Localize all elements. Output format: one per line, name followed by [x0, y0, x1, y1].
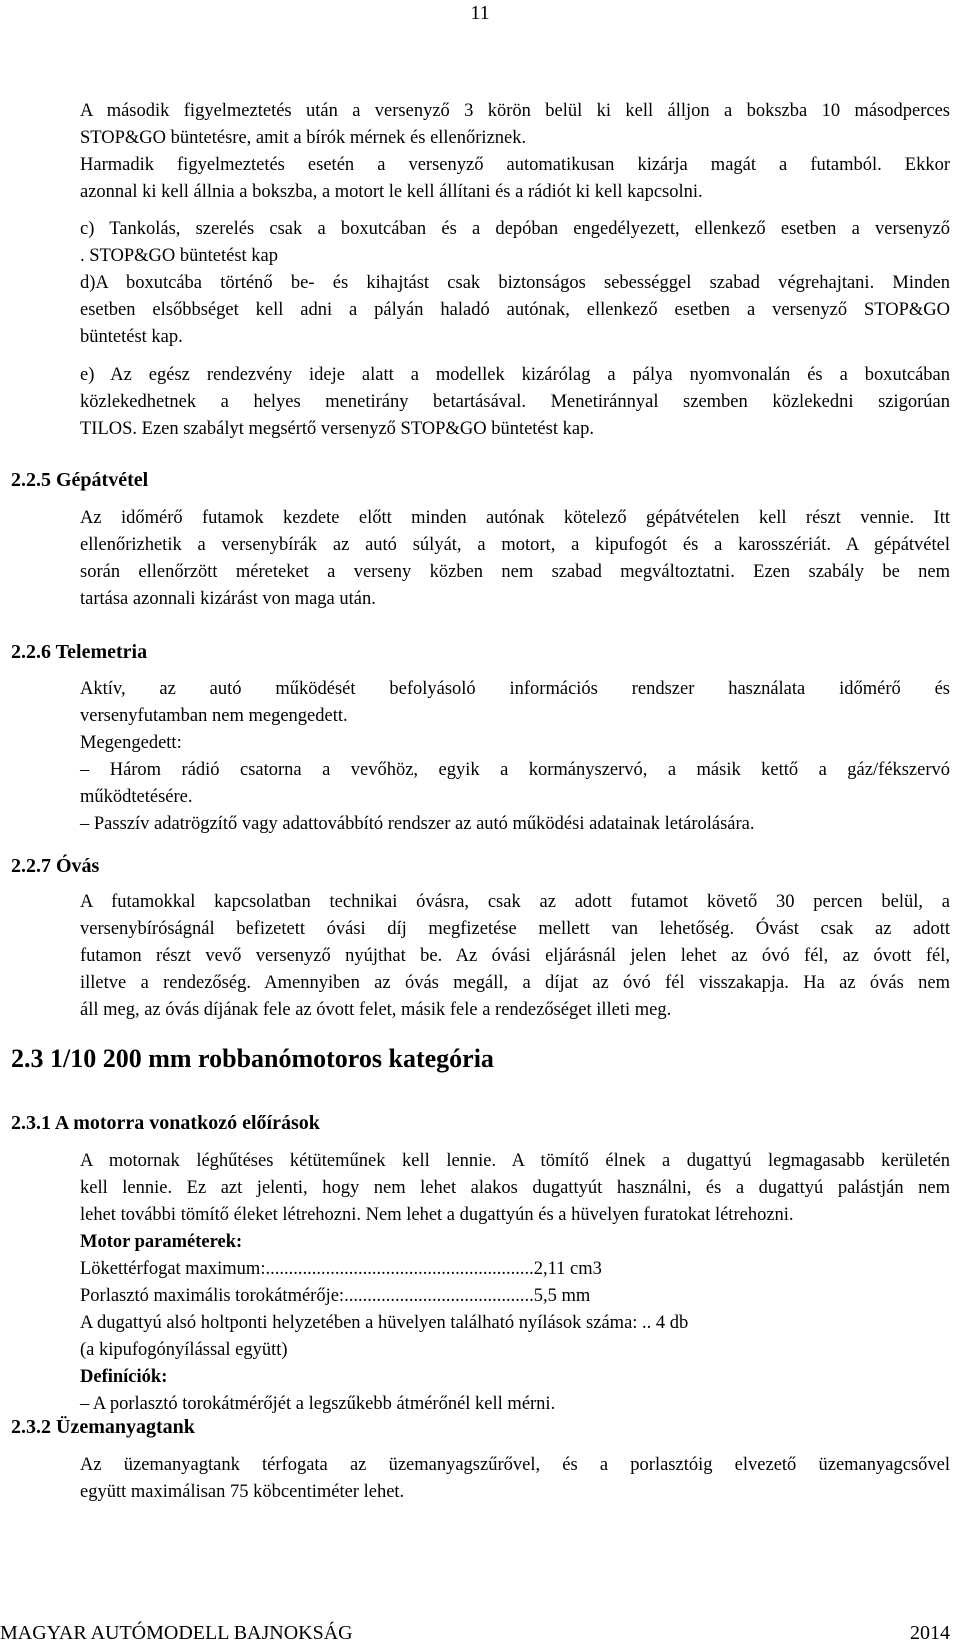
motor-params-label: Motor paraméterek: [80, 1232, 243, 1252]
text-line: versenybíróságnál befizetett óvási díj megfizetése mellett van lehetőség. Óvást csak az adott [80, 919, 950, 939]
footer-organization: MAGYAR AUTÓMODELL BAJNOKSÁG [0, 1622, 353, 1644]
text-line: tartása azonnali kizárást von maga után. [80, 589, 376, 609]
text-line: ellenőrizhetik a versenybírák az autó súlyát, a motort, a kipufogót és a karosszériát. A gépátvétel [80, 535, 950, 555]
text-line: lehet további tömítő éleket létrehozni. Nem lehet a dugattyún és a hüvelyen furatokat létrehozni. [80, 1205, 794, 1225]
text-line: versenyfutamban nem megengedett. [80, 706, 348, 726]
paragraph-refuel-pitlane [80, 216, 950, 351]
text-line: esetben elsőbbséget kell adni a pályán haladó autónak, ellenkező esetben a versenyző STOP&GO [80, 300, 950, 320]
text-line: Az üzemanyagtank térfogata az üzemanyagszűrővel, és a porlasztóig elvezető üzemanyagcsővel [80, 1455, 950, 1475]
text-line: közlekedhetnek a helyes menetirány betartásával. Menetiránnyal szemben közlekedni szigorúan [80, 392, 950, 412]
list-item: – Passzív adatrögzítő vagy adattovábbító rendszer az autó működési adatainak letárolására. [80, 814, 755, 834]
text-line: . STOP&GO büntetést kap [80, 246, 279, 266]
text-line: Az időmérő futamok kezdete előtt minden autónak kötelező gépátvételen kell részt vennie. Itt [80, 508, 950, 528]
list-item: – Három rádió csatorna a vevőhöz, egyik a kormányszervó, a másik kettő a gáz/fékszervó [80, 760, 950, 780]
paragraph-2-2-7 [80, 889, 950, 1024]
paragraph-2-2-6 [80, 676, 950, 838]
text-line: Aktív, az autó működését befolyásoló információs rendszer használata időmérő és [80, 679, 950, 699]
text-line: működtetésére. [80, 787, 193, 807]
text-line: e) Az egész rendezvény ideje alatt a modellek kizárólag a pálya nyomvonalán és a boxutcában [80, 365, 950, 385]
text-line: A motornak léghűtéses kétüteműnek kell lennie. A tömítő élnek a dugattyú legmagasabb kerületén [80, 1151, 950, 1171]
list-item: – A porlasztó torokátmérőjét a legszűkebb átmérőnél kell mérni. [80, 1394, 556, 1414]
text-line: d)A boxutcába történő be- és kihajtást csak biztonságos sebességgel szabad végrehajtani. Minden [80, 273, 950, 293]
text-line: TILOS. Ezen szabályt megsértő versenyző STOP&GO büntetést kap. [80, 419, 594, 439]
text-line: Harmadik figyelmeztetés esetén a versenyző automatikusan kizárja magát a futamból. Ekkor [80, 155, 950, 175]
page-number: 11 [470, 2, 490, 24]
text-line: STOP&GO büntetésre, amit a bírók mérnek és ellenőriznek. [80, 128, 527, 148]
heading-2-3: 2.3 1/10 200 mm robbanómotoros kategória [11, 1044, 494, 1073]
heading-2-2-7: 2.2.7 Óvás [11, 855, 100, 877]
motor-param-row: A dugattyú alsó holtponti helyzetében a hüvelyen található nyílások száma: .. 4 db [80, 1313, 689, 1333]
text-line: illetve a rendezőség. Amennyiben az óvás megáll, a díjat az óvó fél visszakapja. Ha az óvás nem [80, 973, 950, 993]
paragraph-track-direction [80, 362, 950, 443]
text-line: A második figyelmeztetés után a versenyző 3 körön belül ki kell álljon a bokszba 10 másodperces [80, 101, 950, 121]
footer-year: 2014 [910, 1622, 950, 1644]
paragraph-2-2-5 [80, 505, 950, 613]
text-line: büntetést kap. [80, 327, 183, 347]
text-line: kell lennie. Ez azt jelenti, hogy nem lehet alakos dugattyút használni, és a dugattyú palástján nem [80, 1178, 950, 1198]
text-line: futamon részt vevő versenyző nyújthat be. Az óvási eljárásnál jelen lehet az óvó fél, az óvott fél, [80, 946, 950, 966]
text-line: c) Tankolás, szerelés csak a boxutcában és a depóban engedélyezett, ellenkező esetben a versenyző [80, 219, 950, 239]
text-line: Megengedett: [80, 733, 182, 753]
paragraph-2-3-1 [80, 1148, 950, 1418]
heading-2-3-1: 2.3.1 A motorra vonatkozó előírások [11, 1112, 320, 1134]
text-line: azonnal ki kell állnia a bokszba, a motort le kell állítani és a rádiót ki kell kapcsolni. [80, 182, 703, 202]
paragraph-2-3-2 [80, 1452, 950, 1506]
motor-param-row: Porlasztó maximális torokátmérője:.........................................5,5 mm [80, 1286, 591, 1306]
paragraph-warnings [80, 98, 950, 206]
definitions-label: Definíciók: [80, 1367, 168, 1387]
heading-2-3-2: 2.3.2 Üzemanyagtank [11, 1416, 195, 1438]
motor-param-row: (a kipufogónyílással együtt) [80, 1340, 288, 1360]
text-line: A futamokkal kapcsolatban technikai óvásra, csak az adott futamot követő 30 percen belül, a [80, 892, 950, 912]
text-line: során ellenőrzött méreteket a verseny közben nem szabad megváltoztatni. Ezen szabály be nem [80, 562, 950, 582]
text-line: együtt maximálisan 75 köbcentiméter lehet. [80, 1482, 405, 1502]
heading-2-2-6: 2.2.6 Telemetria [11, 641, 148, 663]
text-line: áll meg, az óvás díjának fele az óvott felet, másik fele a rendezőséget illeti meg. [80, 1000, 672, 1020]
page-footer [0, 1620, 960, 1646]
motor-param-row: Lökettérfogat maximum:..........................................................2,11 cm3 [80, 1259, 602, 1279]
heading-2-2-5: 2.2.5 Gépátvétel [11, 469, 149, 491]
